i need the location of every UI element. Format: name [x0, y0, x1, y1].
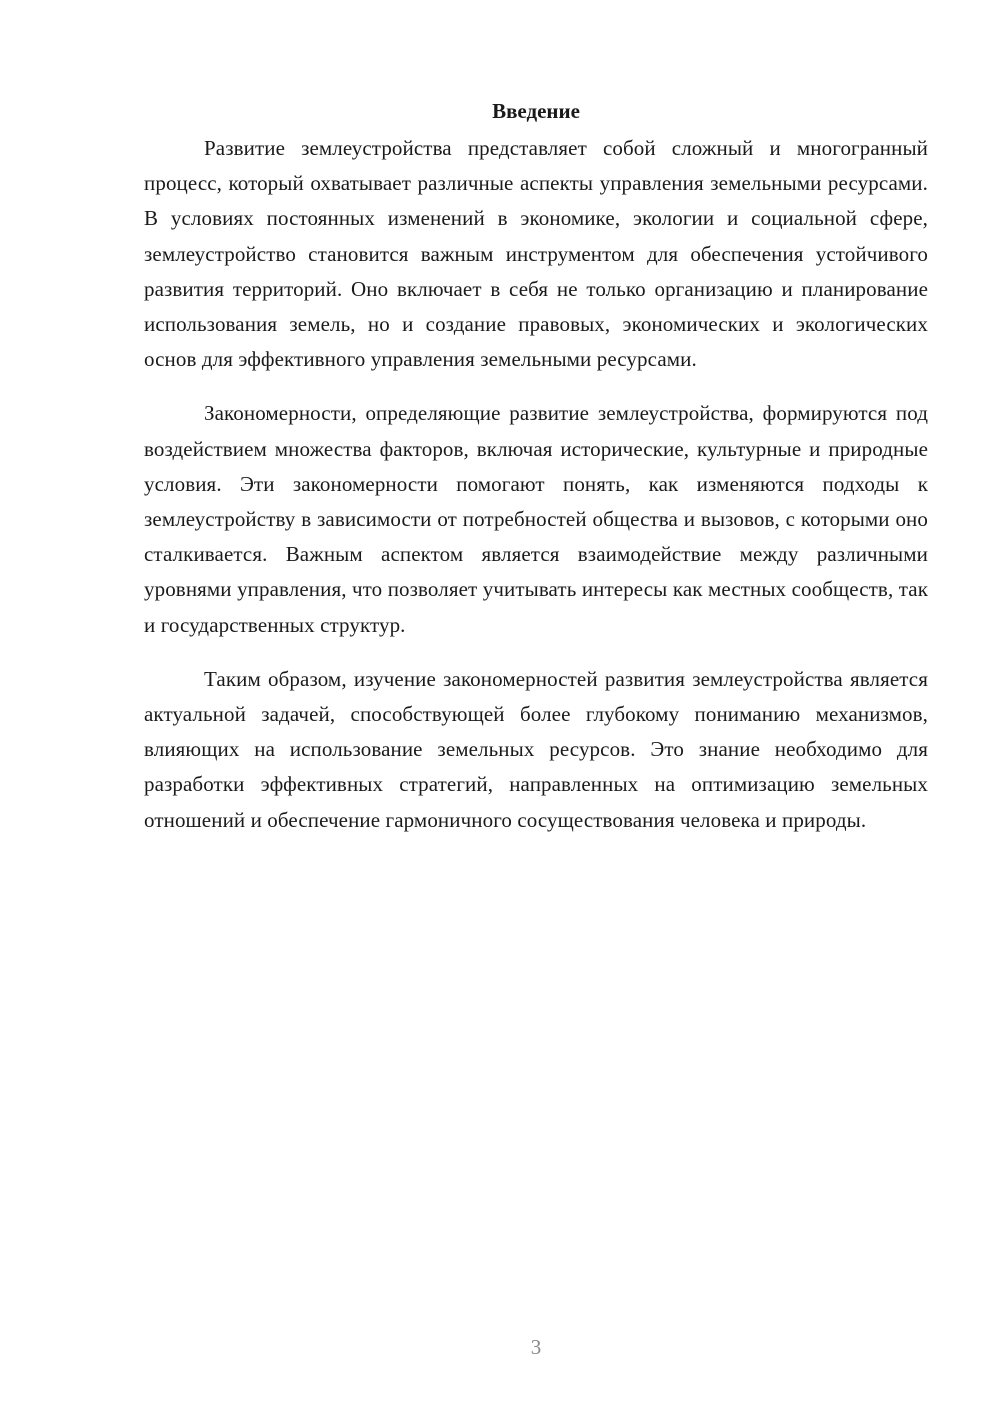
section-heading: Введение: [492, 99, 580, 123]
page-number: 3: [530, 1335, 542, 1359]
paragraph-3: Таким образом, изучение закономерностей развития землеустройства является актуальной задачей, способствующей более глубокому пониманию механизмов, влияющих на использование земельных ресурсов. Это знание необходимо для разработки эффективных стратегий, направленных на оптимизацию земельных отношений и обеспечение гармоничного сосуществования человека и природы.: [144, 666, 928, 832]
paragraph-1: Развитие землеустройства представляет собой сложный и многогранный процесс, который охватывает различные аспекты управления земельными ресурсами. В условиях постоянных изменений в экономике, экологии и социальной сфере, землеустройство становится важным инструментом для обеспечения устойчивого развития территорий. Оно включает в себя не только организацию и планирование использования земель, но и создание правовых, экономических и экологических основ для эффективного управления земельными ресурсами.: [144, 136, 928, 372]
page-content: [144, 96, 928, 857]
paragraph-2: Закономерности, определяющие развитие землеустройства, формируются под воздействием множества факторов, включая исторические, культурные и природные условия. Эти закономерности помогают понять, как изменяются подходы к землеустройству в зависимости от потребностей общества и вызовов, с которыми оно сталкивается. Важным аспектом является взаимодействие между различными уровнями управления, что позволяет учитывать интересы как местных сообществ, так и государственных структур.: [144, 401, 928, 637]
